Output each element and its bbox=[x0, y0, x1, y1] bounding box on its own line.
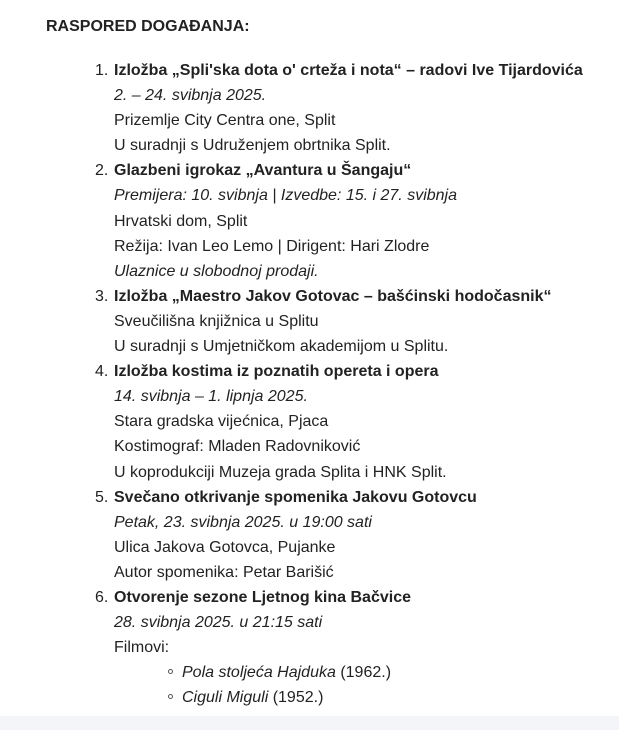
film-list bbox=[114, 660, 583, 710]
event-item bbox=[95, 158, 583, 283]
event-title: Svečano otkrivanje spomenika Jakovu Gotovcu bbox=[114, 488, 477, 506]
circle-bullet-icon bbox=[168, 669, 173, 674]
event-location: Ulica Jakova Gotovca, Pujanke bbox=[114, 538, 336, 556]
event-credits: Režija: Ivan Leo Lemo | Dirigent: Hari Zlodre bbox=[114, 237, 430, 255]
event-item bbox=[95, 485, 583, 585]
film-year: (1962.) bbox=[340, 664, 392, 682]
event-title: Otvorenje sezone Ljetnog kina Bačvice bbox=[114, 588, 411, 606]
event-title: Izložba „Spli'ska dota o' crteža i nota“ – radovi Ive Tijardovića bbox=[114, 62, 583, 79]
event-note: U suradnji s Umjetničkom akademijom u Splitu. bbox=[114, 338, 449, 356]
event-note: U koprodukciji Muzeja grada Splita i HNK Split. bbox=[114, 463, 447, 481]
circle-bullet-icon bbox=[168, 694, 173, 699]
film-item bbox=[182, 685, 583, 710]
event-date: 14. svibnja – 1. lipnja 2025. bbox=[114, 388, 308, 406]
event-date: Premijera: 10. svibnja | Izvedbe: 15. i 27. svibnja bbox=[114, 187, 457, 205]
event-location: Sveučilišna knjižnica u Splitu bbox=[114, 312, 319, 330]
event-location: Prizemlje City Centra one, Split bbox=[114, 112, 336, 130]
event-number: 6. bbox=[95, 588, 109, 606]
films-label: Filmovi: bbox=[114, 639, 170, 657]
event-date: Petak, 23. svibnja 2025. u 19:00 sati bbox=[114, 513, 372, 531]
event-item bbox=[95, 58, 583, 158]
event-item bbox=[95, 284, 583, 359]
event-title: Izložba kostima iz poznatih opereta i opera bbox=[114, 363, 439, 381]
event-number: 3. bbox=[95, 287, 109, 305]
event-number: 5. bbox=[95, 488, 109, 506]
film-title: Ciguli Miguli bbox=[182, 689, 269, 707]
event-date: 2. – 24. svibnja 2025. bbox=[114, 87, 267, 105]
event-list bbox=[0, 58, 583, 710]
film-item bbox=[182, 660, 583, 685]
event-location: Stara gradska vijećnica, Pjaca bbox=[114, 413, 329, 431]
event-tickets: Ulaznice u slobodnoj prodaji. bbox=[114, 262, 319, 280]
event-note: U suradnji s Udruženjem obrtnika Split. bbox=[114, 137, 391, 155]
event-number: 2. bbox=[95, 162, 109, 180]
event-number: 4. bbox=[95, 363, 109, 381]
event-credits: Autor spomenika: Petar Barišić bbox=[114, 563, 334, 581]
event-location: Hrvatski dom, Split bbox=[114, 212, 248, 230]
schedule-heading: RASPORED DOGAĐANJA: bbox=[46, 18, 250, 35]
event-item bbox=[95, 359, 583, 484]
event-credits: Kostimograf: Mladen Radovniković bbox=[114, 438, 361, 456]
event-title: Izložba „Maestro Jakov Gotovac – bašćinski hodočasnik“ bbox=[114, 287, 552, 305]
event-title: Glazbeni igrokaz „Avantura u Šangaju“ bbox=[114, 162, 412, 180]
film-title: Pola stoljeća Hajduka bbox=[182, 664, 336, 682]
event-date: 28. svibnja 2025. u 21:15 sati bbox=[114, 614, 323, 632]
film-year: (1952.) bbox=[272, 689, 324, 707]
event-number: 1. bbox=[95, 62, 109, 79]
event-item bbox=[95, 585, 583, 710]
